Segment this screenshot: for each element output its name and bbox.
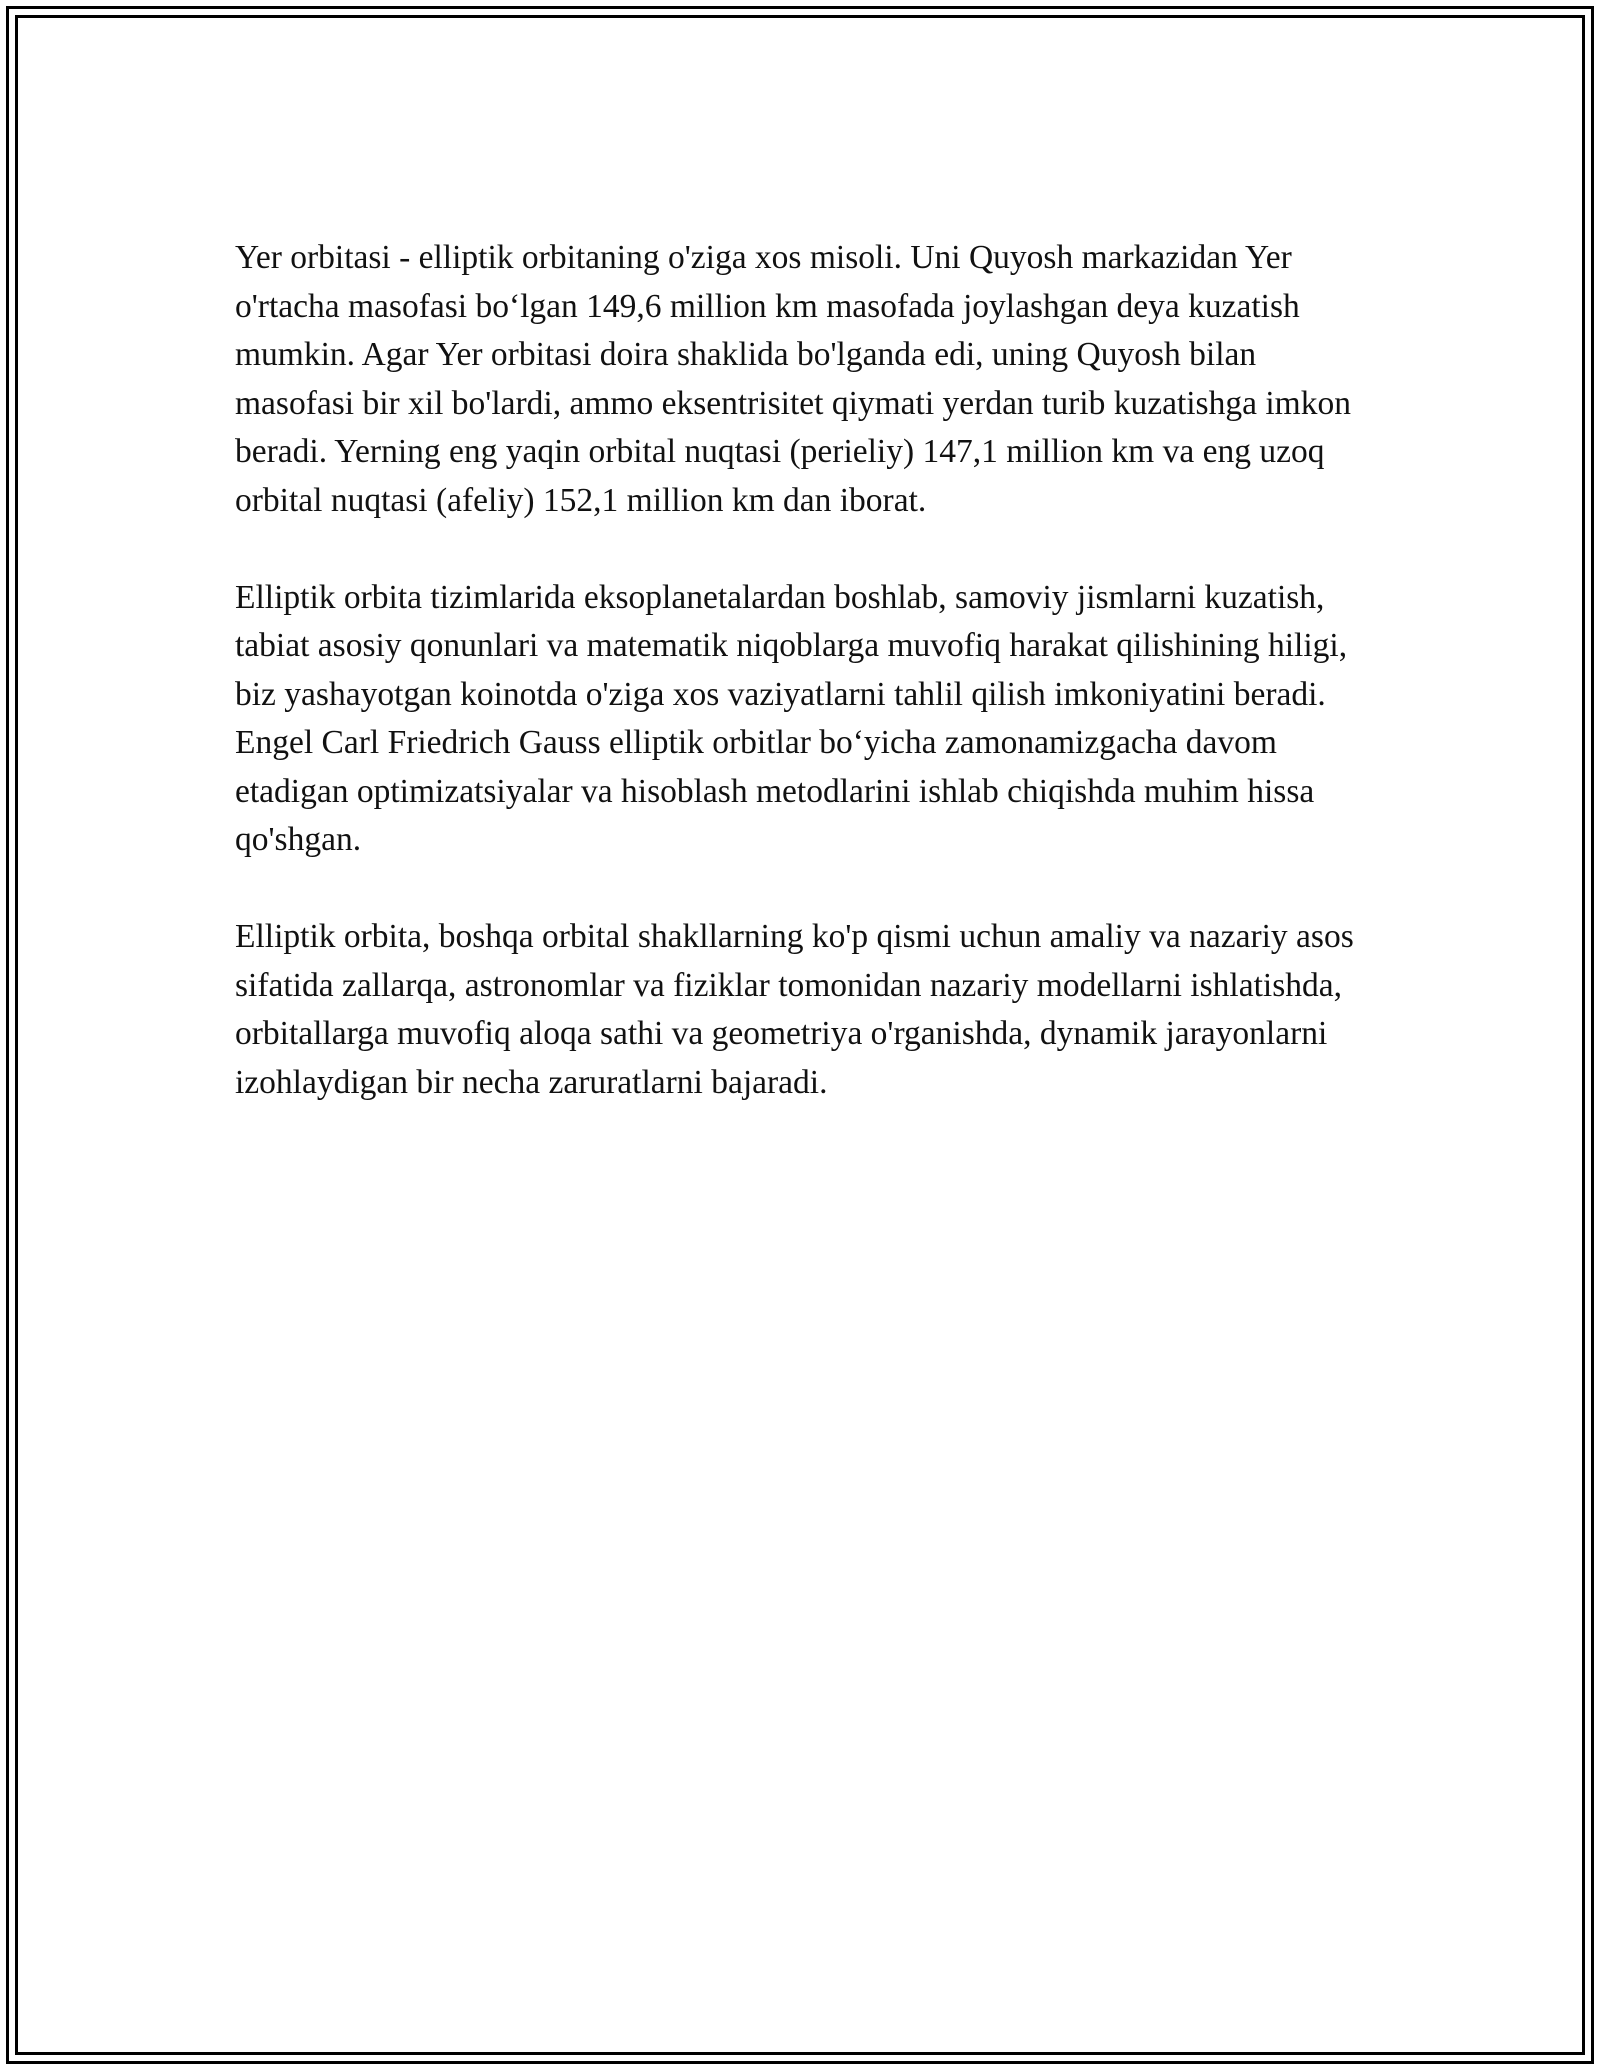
paragraph-earth-orbit: Yer orbitasi - elliptik orbitaning o'ziga xos misoli. Uni Quyosh markazidan Yer o'rtacha masofasi bo‘lgan 149,6 million km masofada joylashgan deya kuzatish mumkin. Agar Yer orbitasi doira shaklida bo'lganda edi, uning Quyosh bilan masofasi bir xil bo'lardi, ammo eksentrisitet qiymati yerdan turib kuzatishga imkon beradi. Yerning eng yaqin orbital nuqtasi (perieliy) 147,1 million km va eng uzoq orbital nuqtasi (afeliy) 152,1 million km dan iborat. bbox=[235, 239, 1351, 519]
paragraph-elliptic-systems: Elliptik orbita tizimlarida eksoplanetalardan boshlab, samoviy jismlarni kuzatish, tabiat asosiy qonunlari va matematik niqoblarga muvofiq harakat qilishining hiligi, biz yashayotgan koinotda o'ziga xos vaziyatlarni tahlil qilish imkoniyatini beradi. Engel Carl Friedrich Gauss elliptik orbitlar bo‘yicha zamonamizgacha davom etadigan optimizatsiyalar va hisoblash metodlarini ishlab chiqishda muhim hissa qo'shgan. bbox=[235, 578, 1348, 858]
paragraph-elliptic-applications: Elliptik orbita, boshqa orbital shakllarning ko'p qismi uchun amaliy va nazariy asos sifatida zallarqa, astronomlar va fiziklar tomonidan nazariy modellarni ishlatishda, orbitallarga muvofiq aloqa sathi va geometriya o'rganishda, dynamik jarayonlarni izohlaydigan bir necha zaruratlarni bajaradi. bbox=[235, 918, 1354, 1101]
document-body bbox=[235, 234, 1355, 1156]
